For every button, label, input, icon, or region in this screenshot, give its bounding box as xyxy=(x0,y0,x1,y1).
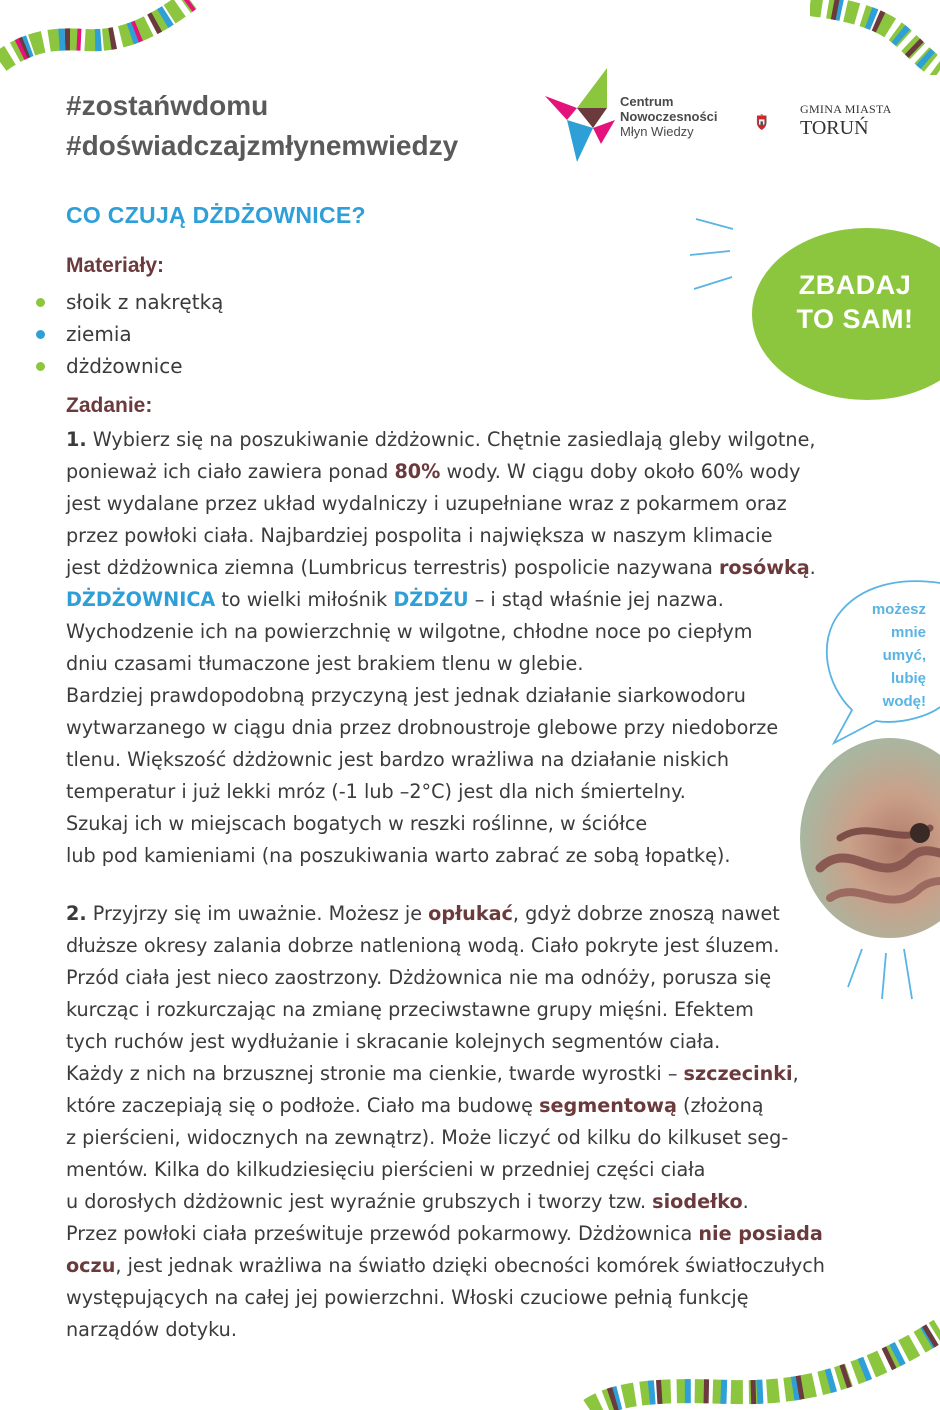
text-line: z pierścieni, widocznych na zewnątrz). Może liczyć od kilku do kilkuset seg- xyxy=(66,1126,789,1149)
highlight-blue: DŻDŻOWNICA xyxy=(66,588,216,611)
highlight: segmentową xyxy=(539,1094,677,1117)
material-1: słoik z nakrętką xyxy=(66,290,224,314)
page-title: CO CZUJĄ DŻDŻOWNICE? xyxy=(66,202,366,228)
text-line: temperatur i już lekki mróz (-1 lub –2°C) jest dla nich śmiertelny. xyxy=(66,780,686,803)
text-line: – i stąd właśnie jej nazwa. xyxy=(468,588,724,611)
text-line: ponieważ ich ciało zawiera ponad xyxy=(66,460,395,483)
cn-line-1: Centrum xyxy=(620,94,674,109)
materials-list xyxy=(36,286,223,382)
text-line: . xyxy=(809,556,816,579)
text-line: Przez powłoki ciała prześwituje przewód pokarmowy. Dżdżownica xyxy=(66,1222,699,1245)
task-heading: Zadanie: xyxy=(66,394,153,417)
text-line: tych ruchów jest wydłużanie i skracanie kolejnych segmentów ciała. xyxy=(66,1030,721,1053)
task-paragraph-2 xyxy=(66,898,825,1346)
materials-heading: Materiały: xyxy=(66,254,165,277)
hashtags xyxy=(66,86,458,166)
bullet-icon xyxy=(36,362,45,371)
badge-line-2: TO SAM! xyxy=(796,304,914,334)
cn-line-3: Młyn Wiedzy xyxy=(620,124,694,139)
text-line: dłuższe okresy zalania dobrze natlenioną wodą. Ciało pokryte jest śluzem. xyxy=(66,934,780,957)
hashtag-2: #doświadczajzmłynemwiedzy xyxy=(66,130,459,161)
text-line: (złożoną xyxy=(676,1094,764,1117)
step-number: 1. xyxy=(66,428,87,451)
hashtag-1: #zostańwdomu xyxy=(66,90,269,121)
text-line: mentów. Kilka do kilkudziesięciu pierścieni w przedniej części ciała xyxy=(66,1158,706,1181)
text-line: występujących na całej jej powierzchni. Włoski czuciowe pełnią funkcję xyxy=(66,1286,749,1309)
highlight: 80% xyxy=(394,460,441,483)
highlight: oczu xyxy=(66,1254,116,1277)
bubble-line: umyć, xyxy=(882,647,926,664)
cn-line-2: Nowoczesności xyxy=(620,109,718,124)
text-line: . xyxy=(742,1190,749,1213)
text-line: kurcząc i rozkurczając na zmianę przeciwstawne grupy mięśni. Efektem xyxy=(66,998,754,1021)
list-item xyxy=(36,350,223,382)
text-line: które zaczepiają się o podłoże. Ciało ma budowę xyxy=(66,1094,540,1117)
bubble-line: wodę! xyxy=(882,693,926,710)
text-line: dniu czasami tłumaczone jest brakiem tlenu w glebie. xyxy=(66,652,584,675)
text-line: tlenu. Większość dżdżownic jest bardzo wrażliwa na działanie niskich xyxy=(66,748,730,771)
badge-text xyxy=(780,268,930,336)
text-line: to wielki miłośnik xyxy=(215,588,394,611)
list-item xyxy=(36,318,223,350)
badge-rays-icon xyxy=(688,215,758,295)
text-line: , xyxy=(792,1062,799,1085)
torun-logo-text xyxy=(800,102,892,139)
text-line: Przód ciała jest nieco zaostrzony. Dżdżownica nie ma odnóży, porusza się xyxy=(66,966,772,989)
text-line: , jest jednak wrażliwa na światło dzięki obecności komórek światłoczułych xyxy=(115,1254,825,1277)
material-3: dżdżownice xyxy=(66,354,183,378)
text-line: wytwarzanego w ciągu dnia przez drobnoustroje glebowe przy niedoborze xyxy=(66,716,779,739)
torun-line-1: GMINA MIASTA xyxy=(800,102,892,116)
highlight: nie posiada xyxy=(698,1222,823,1245)
text-line: Wybierz się na poszukiwanie dżdżownic. Chętnie zasiedlają gleby wilgotne, xyxy=(86,428,816,451)
text-line: u dorosłych dżdżownic jest wyraźnie grubszych i tworzy tzw. xyxy=(66,1190,653,1213)
text-line: , gdyż dobrze znoszą nawet xyxy=(512,902,780,925)
text-line: lub pod kamieniami (na poszukiwania warto zabrać ze sobą łopatkę). xyxy=(66,844,731,867)
material-2: ziemia xyxy=(66,322,132,346)
bubble-line: lubię xyxy=(890,670,926,687)
highlight: siodełko xyxy=(652,1190,743,1213)
top-left-ribbon xyxy=(0,0,200,75)
badge-line-1: ZBADAJ xyxy=(798,270,912,300)
step-number: 2. xyxy=(66,902,87,925)
photo-rays-icon xyxy=(842,945,922,1005)
text-line: narządów dotyku. xyxy=(66,1318,237,1341)
text-line: przez powłoki ciała. Najbardziej pospolita i największa w naszym klimacie xyxy=(66,524,773,547)
list-item xyxy=(36,286,223,318)
top-right-ribbon xyxy=(810,0,940,75)
task-paragraph-1 xyxy=(66,424,816,872)
text-line: wody. W ciągu doby około 60% wody xyxy=(440,460,801,483)
speech-bubble-text xyxy=(830,598,926,713)
text-line: jest dżdżownica ziemna (Lumbricus terrestris) pospolicie nazywana xyxy=(66,556,719,579)
text-line: jest wydalane przez układ wydalniczy i uzupełniane wraz z pokarmem oraz xyxy=(66,492,787,515)
highlight: szczecinki xyxy=(683,1062,793,1085)
text-line: Bardziej prawdopodobną przyczyną jest jednak działanie siarkowodoru xyxy=(66,684,746,707)
torun-line-2: TORUŃ xyxy=(800,117,869,139)
text-line: Każdy z nich na brzusznej stronie ma cienkie, twarde wyrostki – xyxy=(66,1062,684,1085)
bullet-icon xyxy=(36,298,45,307)
highlight: opłukać xyxy=(428,902,513,925)
bubble-line: mnie xyxy=(890,624,926,641)
text-line: Przyjrzy się im uważnie. Możesz je xyxy=(86,902,429,925)
text-line: Szukaj ich w miejscach bogatych w reszki roślinne, w ściółce xyxy=(66,812,648,835)
bullet-icon xyxy=(36,330,45,339)
text-line: Wychodzenie ich na powierzchnię w wilgotne, chłodne noce po ciepłym xyxy=(66,620,753,643)
torun-coat-of-arms-icon xyxy=(756,94,796,150)
bubble-line: możesz xyxy=(871,601,926,618)
highlight: rosówką xyxy=(718,556,810,579)
highlight-blue: DŻDŻU xyxy=(393,588,469,611)
centrum-logo-text xyxy=(620,94,718,139)
